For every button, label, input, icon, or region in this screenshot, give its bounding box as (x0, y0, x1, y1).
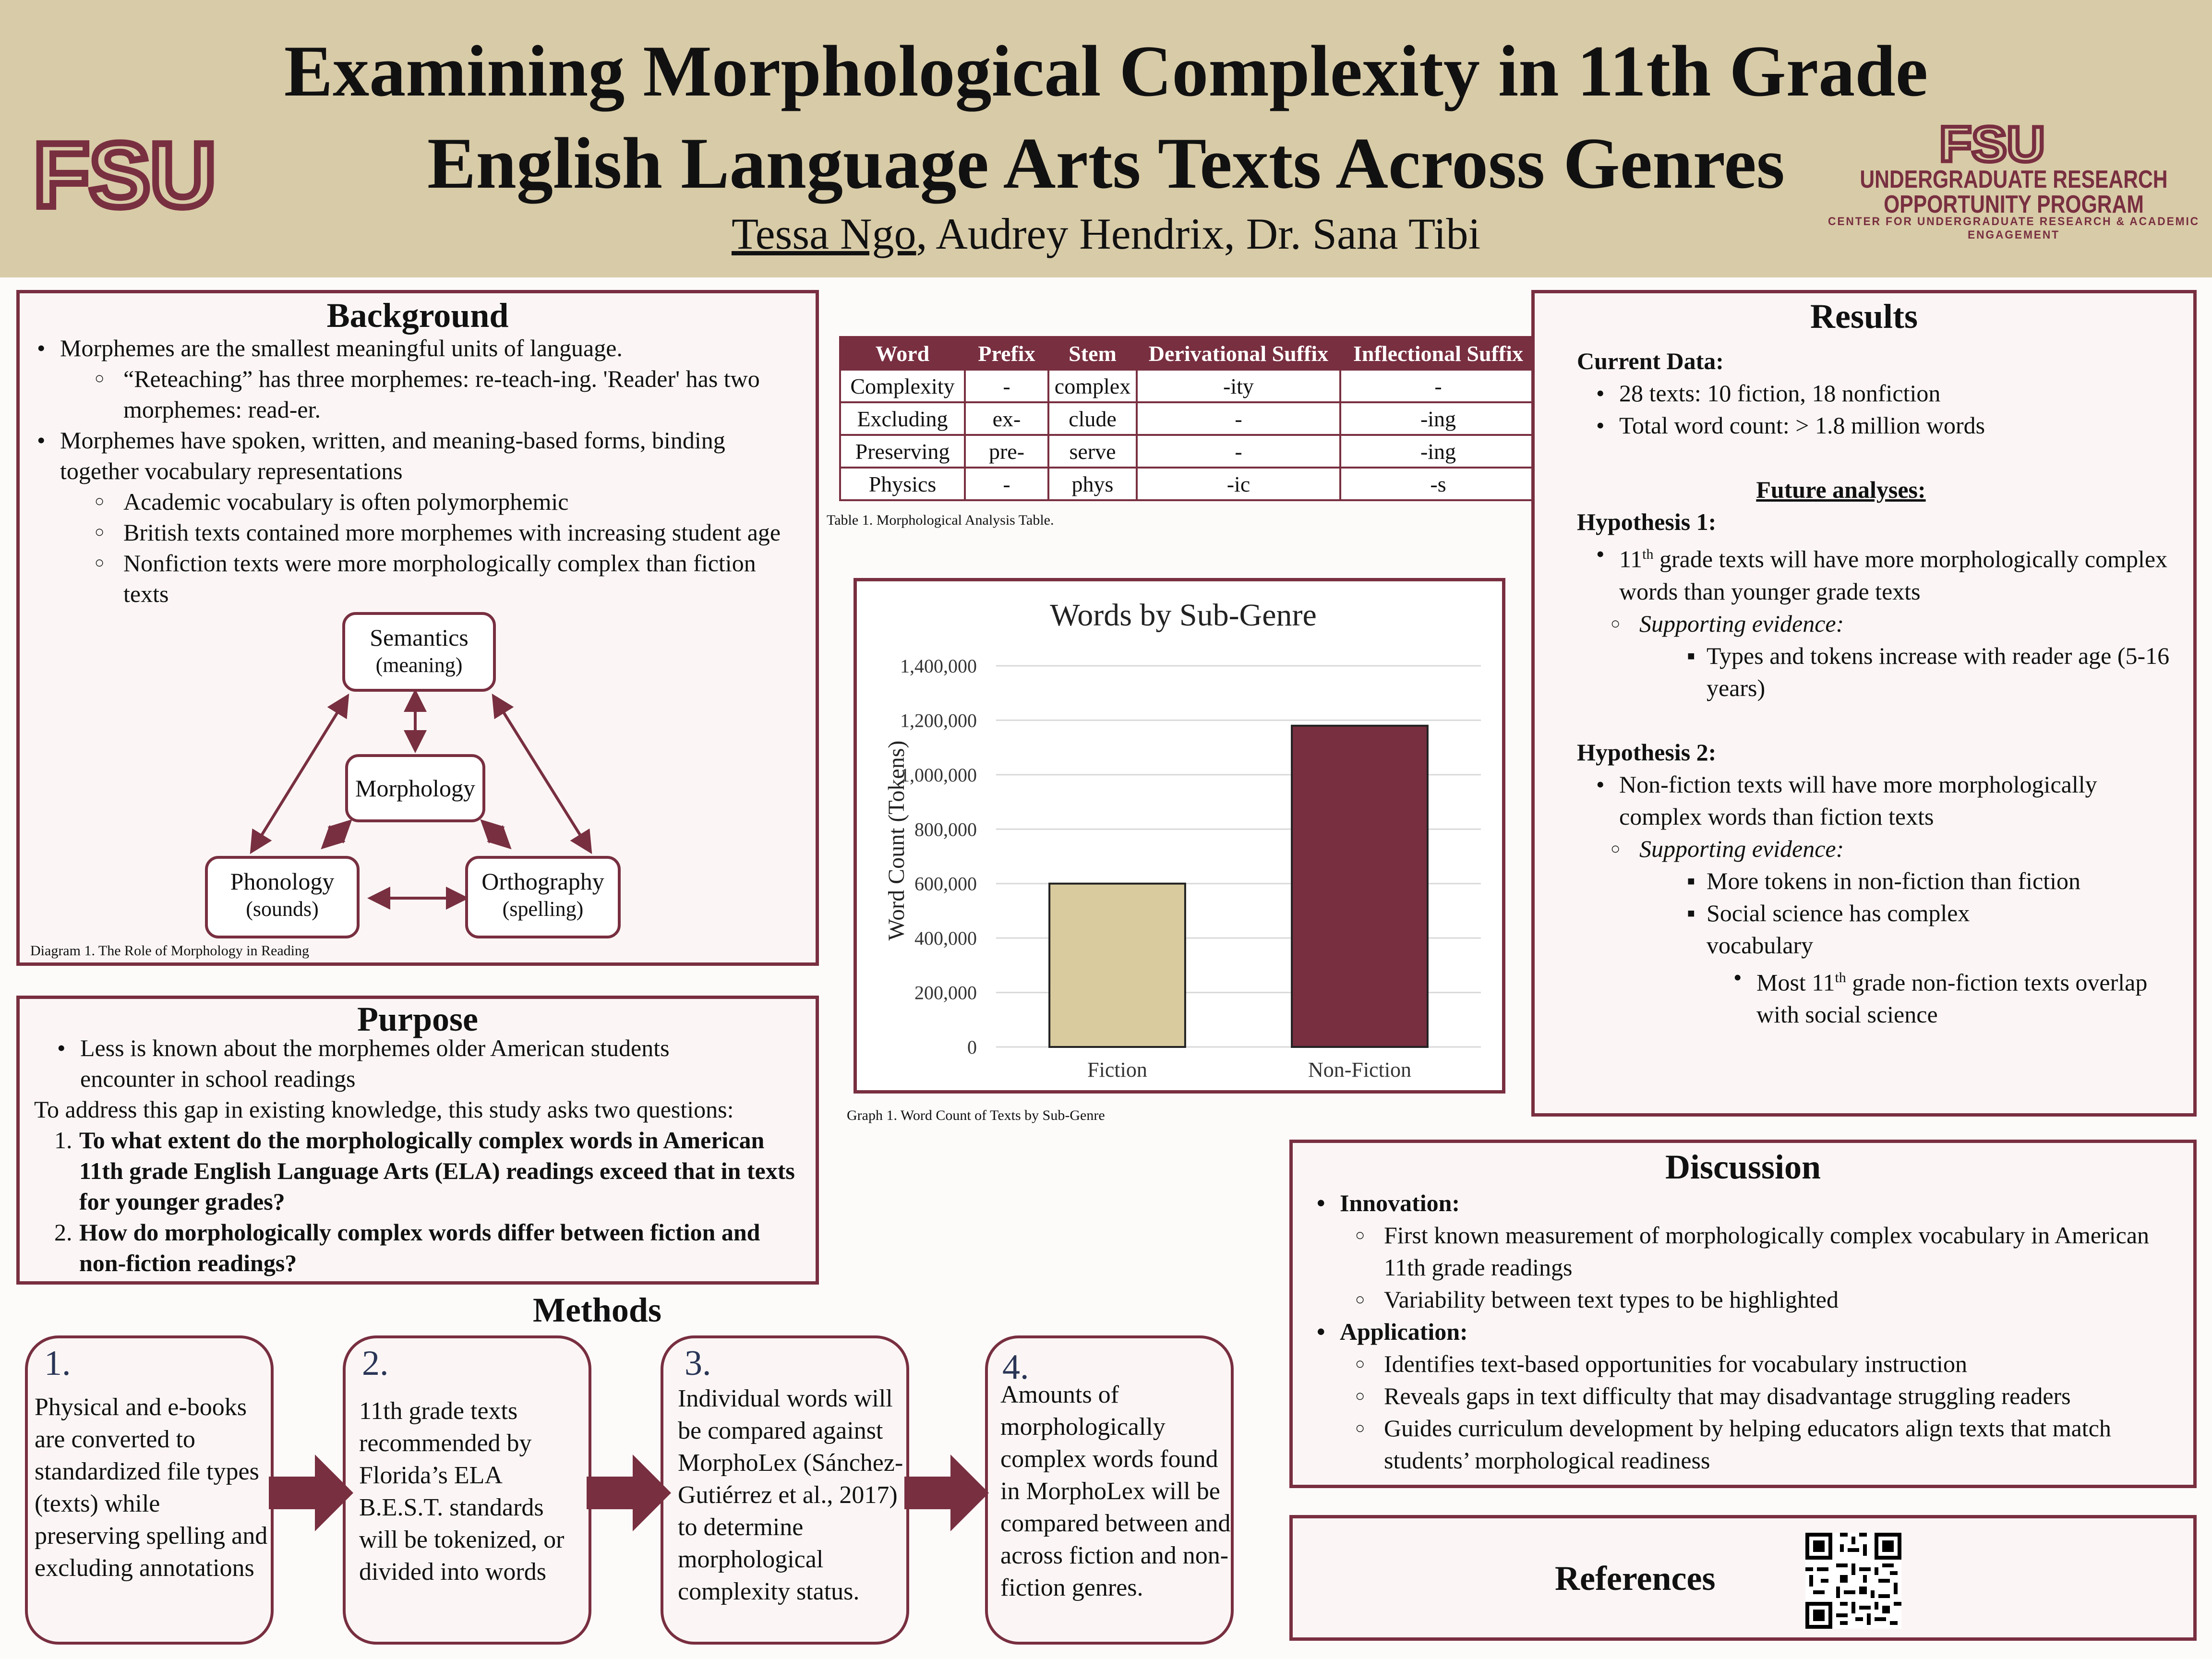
method-step-1-number: 1. (44, 1344, 71, 1383)
table-cell: -ity (1137, 370, 1340, 402)
method-step-1-text: Physical and e-books are converted to standardized file types (texts) while preserving spelling and excluding annotations (35, 1394, 268, 1582)
hypothesis-2-text: • Non-fiction texts will have more morphologically complex words than fiction texts (1596, 769, 2182, 833)
arrow-morphology-orthography (484, 823, 507, 845)
background-sub-bullet: ○ British texts contained more morphemes with increasing student age (80, 517, 805, 548)
chart-y-tick-label: 200,000 (914, 982, 977, 1004)
discussion-panel (1289, 1140, 2197, 1488)
table-cell: - (965, 370, 1048, 402)
table-cell: - (965, 468, 1048, 500)
discussion-item: ○ Reveals gaps in text difficulty that may disadvantage struggling readers (1341, 1380, 2181, 1412)
discussion-title: Discussion (1665, 1148, 1821, 1186)
h2-ev3-pre: Most 11 (1756, 969, 1835, 996)
supporting-evidence-label: ○ Supporting evidence: (1596, 833, 2182, 865)
co-authors: , Audrey Hendrix, Dr. Sana Tibi (916, 209, 1481, 258)
chart-title: Words by Sub-Genre (1050, 598, 1317, 633)
references-panel (1289, 1515, 2197, 1641)
method-step-2-number: 2. (362, 1344, 389, 1383)
chart-y-tick-label: 400,000 (914, 927, 977, 950)
table-header: Prefix (965, 337, 1048, 370)
table-header: Inflectional Suffix (1340, 337, 1536, 370)
method-step-4-text: Amounts of morphologically complex words found in MorphoLex will be compared between and across fiction and non-fiction genres. (1000, 1381, 1231, 1601)
table-cell: - (1137, 435, 1340, 468)
q2-text: How do morphologically complex words differ between fiction and non-fiction readings? (79, 1219, 760, 1276)
application-label: • Application: (1317, 1316, 2181, 1348)
table-caption: Table 1. Morphological Analysis Table. (827, 512, 1054, 528)
table-row (840, 468, 1536, 500)
semantics-box (342, 612, 496, 692)
table-cell: Preserving (840, 435, 965, 468)
diagram-caption: Diagram 1. The Role of Morphology in Reading (30, 943, 310, 959)
fsu-logo-text: FSU (34, 134, 216, 221)
semantics-label: Semantics (370, 624, 469, 651)
method-step-4 (985, 1335, 1234, 1645)
table-header: Word (840, 337, 965, 370)
chart-y-tick-label: 1,400,000 (900, 655, 977, 677)
table-header: Stem (1048, 337, 1137, 370)
results-bullet: • Total word count: > 1.8 million words (1596, 409, 2182, 442)
background-sub-bullet: ○ Academic vocabulary is often polymorphemic (80, 486, 805, 517)
table-row (840, 435, 1536, 468)
discussion-item: ○ First known measurement of morphologically complex vocabulary in American 11th grade readings (1341, 1219, 2181, 1284)
table-cell: complex (1048, 370, 1137, 402)
method-step-3-number: 3. (685, 1344, 711, 1383)
table-row (840, 402, 1536, 435)
background-panel (16, 290, 819, 966)
table-header: Derivational Suffix (1137, 337, 1340, 370)
h1-sup: th (1642, 546, 1654, 562)
discussion-item: ○ Guides curriculum development by helping educators align texts that match students’ morphological readiness (1341, 1412, 2181, 1477)
fsu-logo (29, 134, 221, 221)
arrow-semantics-phonology (253, 698, 346, 849)
background-sub-bullet: ○ “Reteaching” has three morphemes: re-teach-ing. 'Reader' has two morphemes: read-er. (80, 363, 805, 425)
chart-y-tick-label: 0 (967, 1036, 977, 1058)
purpose-bullet: • Less is known about the morphemes older American students encounter in school readings (57, 1033, 739, 1094)
urop-logo (1824, 114, 2203, 241)
table-cell: clude (1048, 402, 1137, 435)
results-panel (1531, 290, 2197, 1117)
morphological-analysis-table (839, 336, 1537, 501)
table-cell: - (1137, 402, 1340, 435)
research-question-1 (54, 1125, 813, 1217)
urop-line2: OPPORTUNITY PROGRAM (1884, 191, 2144, 218)
table-cell: Excluding (840, 402, 965, 435)
orthography-label: Orthography (481, 868, 604, 895)
hypothesis-1-text (1596, 538, 2182, 608)
chart-y-tick-label: 600,000 (914, 873, 977, 895)
h2-ev3-post: grade non-fiction texts overlap with social science (1756, 969, 2148, 1028)
method-step-4-number: 4. (1002, 1347, 1029, 1387)
purpose-intro: To address this gap in existing knowledge, this study asks two questions: (34, 1096, 734, 1123)
table-cell: -ing (1340, 402, 1536, 435)
poster-title-line2: English Language Arts Texts Across Genres (427, 123, 1785, 204)
chart-y-tick-label: 800,000 (914, 818, 977, 841)
chart-caption: Graph 1. Word Count of Texts by Sub-Genre (847, 1107, 1105, 1123)
arrow-semantics-orthography (495, 698, 589, 849)
method-arrow-1 (269, 1455, 355, 1531)
arrow-morphology-phonology (325, 823, 348, 845)
future-analyses-label: Future analyses: (1756, 476, 1926, 503)
chart-y-axis-label: Word Count (Tokens) (884, 740, 909, 941)
table-cell: - (1340, 370, 1536, 402)
qr-code-icon[interactable] (1805, 1533, 1901, 1629)
h1-rest: grade texts will have more morphologically complex words than younger grade texts (1619, 545, 2168, 605)
table-cell: Physics (840, 468, 965, 500)
evidence-item: ■ More tokens in non-fiction than fiction (1687, 865, 2182, 897)
supporting-evidence-label: ○ Supporting evidence: (1596, 608, 2182, 640)
methods-title: Methods (533, 1291, 661, 1329)
q1-text: To what extent do the morphologically complex words in American 11th grade English Language Arts (ELA) readings exceed that in texts for younger grades? (79, 1127, 795, 1215)
chart-x-tick-label: Fiction (1087, 1058, 1147, 1082)
table-cell: -s (1340, 468, 1536, 500)
purpose-panel (16, 996, 819, 1285)
table-cell: ex- (965, 402, 1048, 435)
method-step-3-text: Individual words will be compared against MorphoLex (Sánchez-Gutiérrez et al., 2017) to determine morphological complexity status. (678, 1385, 903, 1605)
table-cell: -ic (1137, 468, 1340, 500)
morphology-label: Morphology (355, 775, 475, 802)
chart-x-tick-label: Non-Fiction (1308, 1058, 1412, 1082)
chart-y-tick-label: 1,200,000 (900, 709, 977, 732)
discussion-item: ○ Variability between text types to be highlighted (1341, 1284, 2181, 1316)
table-cell: serve (1048, 435, 1137, 468)
purpose-title: Purpose (357, 1000, 478, 1038)
background-bullet-1: • Morphemes are the smallest meaningful units of language. (37, 333, 805, 363)
background-bullet-2: • Morphemes have spoken, written, and meaning-based forms, binding together vocabulary representations (37, 425, 805, 486)
method-arrow-2 (587, 1455, 673, 1531)
method-arrow-3 (904, 1455, 991, 1531)
hypothesis-1-label: Hypothesis 1: (1577, 508, 1717, 535)
semantics-sublabel: (meaning) (375, 653, 463, 677)
orthography-sublabel: (spelling) (502, 897, 584, 921)
orthography-box (465, 856, 621, 938)
evidence-item: ■ Social science has complex vocabulary (1687, 897, 2004, 962)
urop-line1: UNDERGRADUATE RESEARCH (1860, 166, 2168, 193)
references-title: References (1555, 1559, 1716, 1598)
phonology-label: Phonology (230, 868, 335, 895)
urop-subtitle: CENTER FOR UNDERGRADUATE RESEARCH & ACADEMIC ENGAGEMENT (1828, 215, 2200, 241)
h2-ev3-sup: th (1835, 969, 1846, 986)
chart-bar-non-fiction (1292, 726, 1428, 1047)
chart-panel (854, 578, 1505, 1094)
evidence-item: ■ Types and tokens increase with reader age (5-16 years) (1687, 640, 2182, 704)
fsu-small-logo (1925, 119, 2059, 167)
table-row (840, 370, 1536, 402)
presenting-author: Tessa Ngo (731, 209, 916, 258)
q1-number: 1. (54, 1127, 72, 1154)
poster-title-line1: Examining Morphological Complexity in 11th Grade (284, 31, 1928, 111)
evidence-sub-item (1733, 962, 2182, 1031)
method-step-2 (343, 1335, 591, 1645)
background-title: Background (326, 296, 509, 335)
results-bullet: • 28 texts: 10 fiction, 18 nonfiction (1596, 377, 2182, 409)
background-sub-bullet: ○ Nonfiction texts were more morphologically complex than fiction texts (80, 548, 805, 609)
phonology-sublabel: (sounds) (246, 897, 319, 921)
morphology-box (345, 754, 485, 822)
current-data-label: Current Data: (1577, 348, 1724, 374)
q2-number: 2. (54, 1219, 72, 1246)
h1-grade: 11 (1619, 545, 1643, 573)
discussion-item: ○ Identifies text-based opportunities for vocabulary instruction (1341, 1348, 2181, 1380)
fsu-small-logo-text: FSU (1939, 119, 2045, 167)
table-cell: pre- (965, 435, 1048, 468)
table-header-row (840, 337, 1536, 370)
research-question-2 (54, 1217, 813, 1278)
chart-bar-fiction (1049, 884, 1185, 1047)
table-cell: phys (1048, 468, 1137, 500)
method-step-1 (25, 1335, 274, 1645)
table-cell: Complexity (840, 370, 965, 402)
chart-y-tick-label: 1,000,000 (900, 764, 977, 786)
method-step-3 (661, 1335, 909, 1645)
results-title: Results (1810, 297, 1918, 336)
word-count-chart (857, 581, 1502, 1090)
innovation-label: • Innovation: (1317, 1187, 2181, 1219)
table-cell: -ing (1340, 435, 1536, 468)
method-step-2-text: 11th grade texts recommended by Florida’s ELA B.E.S.T. standards will be tokenized, or divided into words (359, 1397, 565, 1586)
phonology-box (205, 856, 360, 938)
hypothesis-2-label: Hypothesis 2: (1577, 738, 1717, 766)
